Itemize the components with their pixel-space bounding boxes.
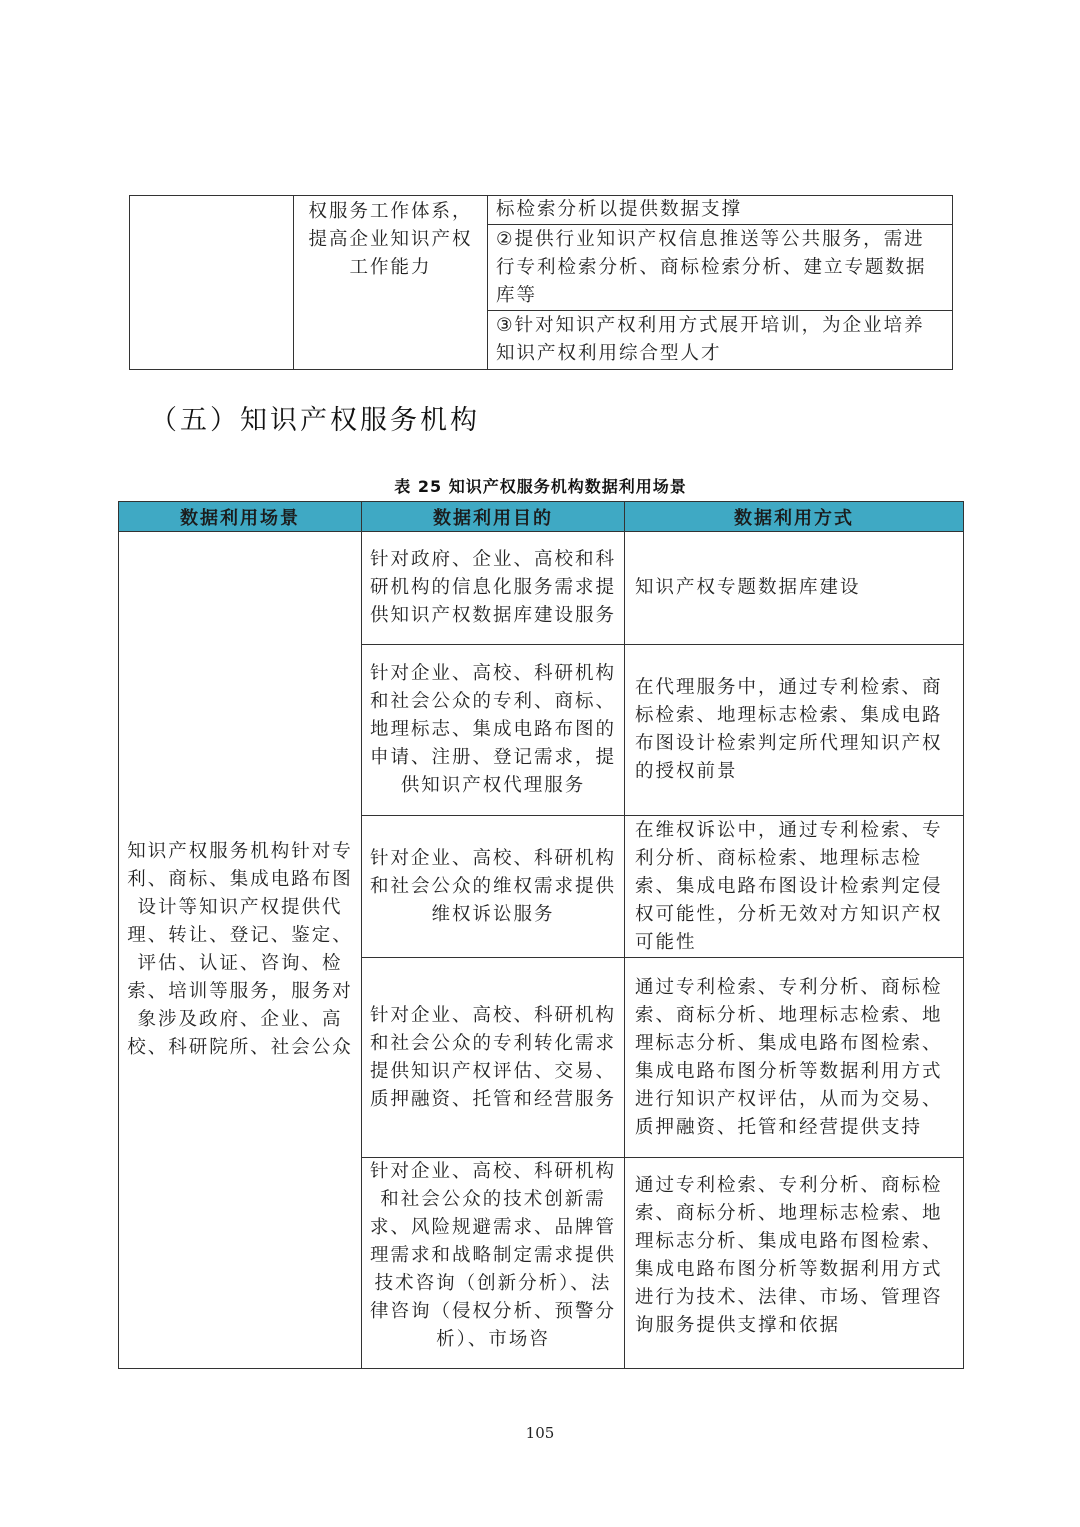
- method-cell: 在代理服务中，通过专利检索、商标检索、地理标志检索、集成电路布图设计检索判定所代理知识产权的授权前景: [625, 645, 964, 816]
- table-row: [119, 532, 964, 645]
- method-cell: 在维权诉讼中，通过专利检索、专利分析、商标检索、地理标志检索、集成电路布图设计检索判定侵权可能性，分析无效对方知识产权可能性: [625, 816, 964, 958]
- scene-cell: 知识产权服务机构针对专利、商标、集成电路布图设计等知识产权提供代理、转让、登记、鉴定、评估、认证、咨询、检索、培训等服务，服务对象涉及政府、企业、高校、科研院所、社会公众: [119, 532, 362, 1369]
- purpose-cell: 针对企业、高校、科研机构和社会公众的技术创新需求、风险规避需求、品牌管理需求和战略制定需求提供技术咨询（创新分析）、法律咨询（侵权分析、预警分析）、市场咨: [370, 1161, 616, 1350]
- goal-cell: 权服务工作体系，提高企业知识产权工作能力: [294, 196, 488, 370]
- page-number: 105: [525, 1424, 555, 1442]
- purpose-cell: 针对企业、高校、科研机构和社会公众的专利转化需求提供知识产权评估、交易、质押融资、托管和经营服务: [362, 958, 625, 1158]
- table-header-row: [119, 502, 964, 532]
- method-cell: ③针对知识产权利用方式展开培训，为企业培养知识产权利用综合型人才: [488, 311, 953, 370]
- section-heading: （五）知识产权服务机构: [150, 405, 480, 436]
- purpose-cell: 针对企业、高校、科研机构和社会公众的维权需求提供维权诉讼服务: [362, 816, 625, 958]
- purpose-cell: 针对企业、高校、科研机构和社会公众的专利、商标、地理标志、集成电路布图的申请、注册、登记需求，提供知识产权代理服务: [362, 645, 625, 816]
- header-scene: 数据利用场景: [119, 502, 362, 532]
- header-method: 数据利用方式: [625, 502, 964, 532]
- header-purpose: 数据利用目的: [362, 502, 625, 532]
- empty-scene-cell: [130, 196, 294, 370]
- method-cell: 通过专利检索、专利分析、商标检索、商标分析、地理标志检索、地理标志分析、集成电路布图检索、集成电路布图分析等数据利用方式进行为技术、法律、市场、管理咨询服务提供支撑和依据: [635, 1175, 943, 1336]
- method-cell: 知识产权专题数据库建设: [625, 532, 964, 645]
- method-cell: 标检索分析以提供数据支撑: [488, 196, 953, 225]
- table-caption: 表 25 知识产权服务机构数据利用场景: [394, 477, 687, 496]
- purpose-cell: 针对政府、企业、高校和科研机构的信息化服务需求提供知识产权数据库建设服务: [362, 532, 625, 645]
- method-cell: ②提供行业知识产权信息推送等公共服务，需进行专利检索分析、商标检索分析、建立专题数据库等: [488, 225, 953, 311]
- continued-table: [129, 195, 953, 370]
- data-usage-table: [118, 501, 964, 1369]
- method-cell: 通过专利检索、专利分析、商标检索、商标分析、地理标志检索、地理标志分析、集成电路布图检索、集成电路布图分析等数据利用方式进行知识产权评估，从而为交易、质押融资、托管和经营提供支持: [625, 958, 964, 1158]
